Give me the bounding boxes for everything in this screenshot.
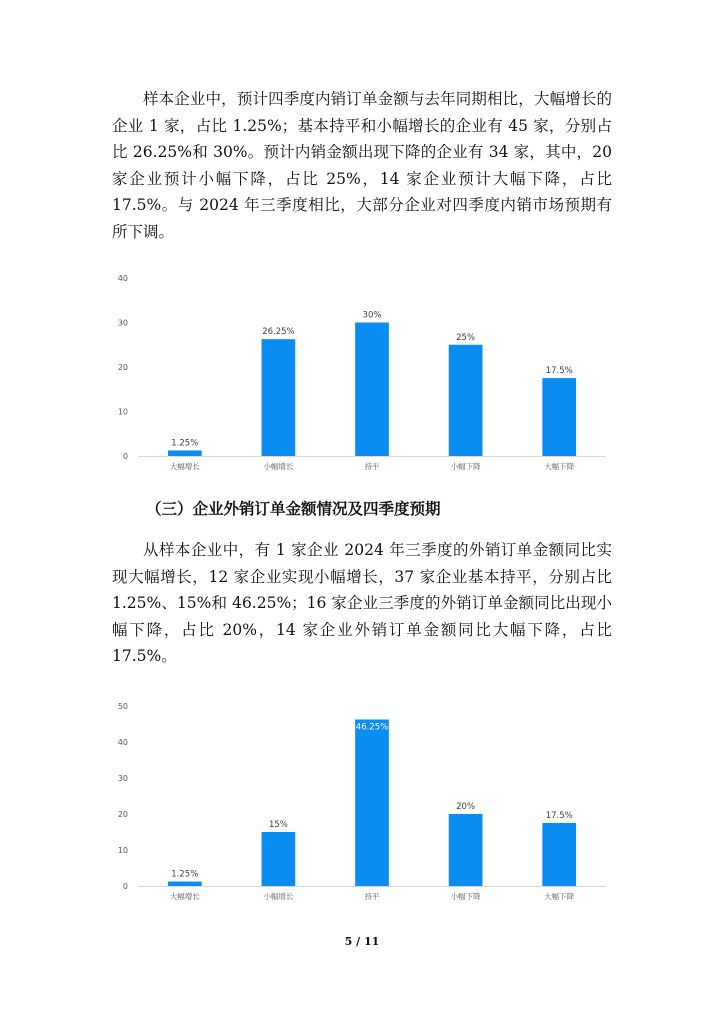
bar (262, 339, 296, 456)
paragraph-export-orders: 从样本企业中，有 1 家企业 2024 年三季度的外销订单金额同比实现大幅增长，12 家企业实现小幅增长，37 家企业基本持平，分别占比 1.25%、15%和 46.25%；16 家企业三季度的外销订单金额同比出现小幅下降，占比 20%，14 家企业外销订单金额同比大幅下降，占比 17.5%。 (112, 541, 612, 665)
page-number: 5 / 11 (344, 935, 380, 948)
y-tick-label: 10 (117, 407, 128, 417)
data-label: 25% (456, 332, 476, 343)
data-label: 15% (268, 820, 288, 830)
bar (355, 323, 389, 457)
data-label: 17.5% (545, 366, 573, 377)
paragraph-domestic-orders: 样本企业中，预计四季度内销订单金额与去年同期相比，大幅增长的企业 1 家，占比 1.25%；基本持平和小幅增长的企业有 45 家，分别占比 26.25%和 30%。预计内销金额出现下降的企业有 34 家，其中，20 家企业预计小幅下降，占比 25%，14 家企业预计大幅下降，占比 17.5%。与 2024 年三季度相比，大部分企业对四季度内销市场预期有所下调。 (112, 90, 612, 241)
data-label: 1.25% (171, 438, 199, 449)
y-tick-label: 20 (117, 363, 128, 372)
data-label: 46.25% (355, 722, 389, 733)
x-category-label: 大幅下降 (544, 892, 575, 901)
y-tick-label: 40 (117, 274, 128, 283)
bar (542, 823, 576, 886)
bar (449, 814, 483, 886)
bar (168, 882, 202, 887)
bar (262, 832, 296, 886)
y-tick-label: 10 (117, 846, 128, 855)
y-tick-label: 0 (122, 452, 128, 461)
x-category-label: 小幅下降 (450, 462, 481, 471)
data-label: 17.5% (545, 811, 573, 821)
x-category-label: 大幅下降 (544, 462, 575, 471)
bar (355, 720, 389, 887)
section-heading: （三）企业外销订单金额情况及四季度预期 (146, 499, 441, 518)
data-label: 30% (362, 310, 382, 321)
x-category-label: 持平 (364, 892, 380, 901)
y-tick-label: 50 (117, 702, 128, 711)
y-tick-label: 40 (117, 738, 128, 747)
data-label: 20% (456, 802, 476, 812)
chart-export-orders (110, 694, 610, 906)
data-label: 26.25% (262, 327, 295, 338)
bar-chart-svg (110, 266, 610, 476)
y-tick-label: 30 (117, 318, 128, 328)
y-tick-label: 0 (122, 882, 128, 891)
x-category-label: 小幅增长 (263, 462, 294, 471)
x-category-label: 小幅下降 (450, 892, 481, 901)
chart-domestic-orders (110, 266, 610, 476)
bar (542, 378, 576, 456)
x-category-label: 小幅增长 (263, 892, 294, 901)
bar-chart-svg (110, 694, 610, 906)
bar (449, 345, 483, 456)
x-category-label: 大幅增长 (169, 892, 200, 901)
x-category-label: 大幅增长 (169, 462, 200, 471)
bar (168, 450, 202, 456)
y-tick-label: 30 (117, 774, 128, 783)
y-tick-label: 20 (117, 810, 128, 819)
x-category-label: 持平 (364, 462, 380, 471)
data-label: 1.25% (171, 869, 199, 880)
